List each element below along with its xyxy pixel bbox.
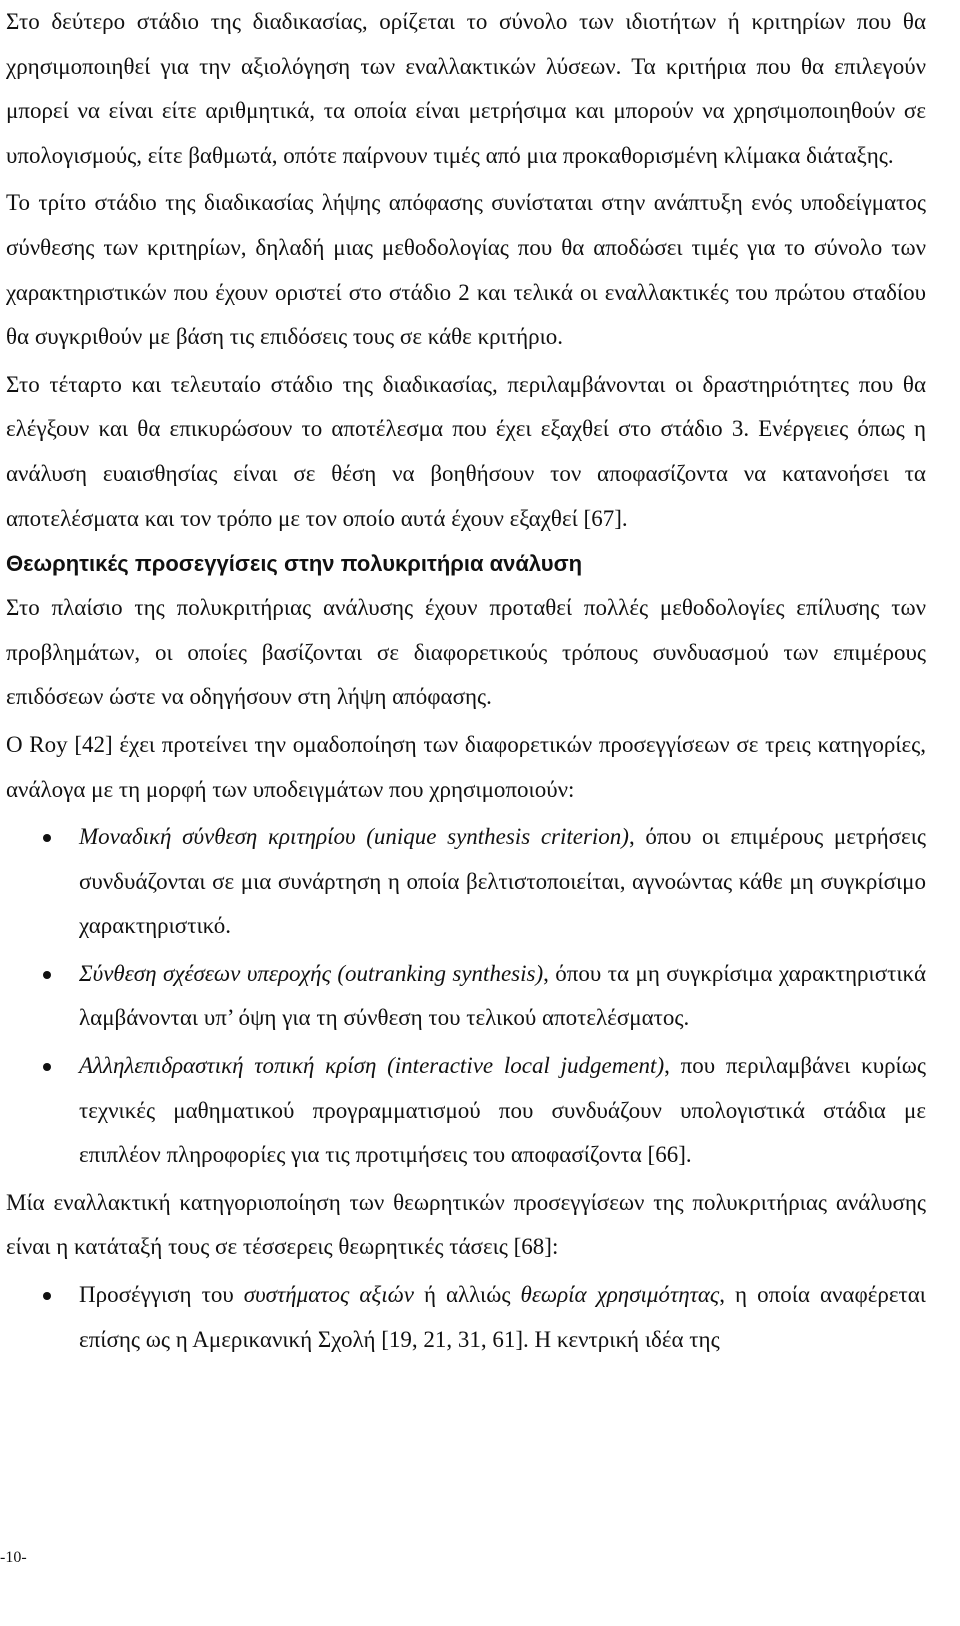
list-item-term: Μοναδική σύνθεση κριτηρίου (unique synthesis criterion) — [79, 824, 629, 850]
paragraph-fourth-stage: Στο τέταρτο και τελευταίο στάδιο της διαδικασίας, περιλαμβάνονται οι δραστηριότητες που θα ελέγξουν και θα επικυρώσουν το αποτέλεσμα που έχει εξαχθεί στο στάδιο 3. Ενέργειες όπως η ανάλυση ευαισθησίας είναι σε θέση να βοηθήσουν τον αποφασίζοντα να κατανοήσει τα αποτελέσματα και τον τρόπο με τον οποίο αυτά έχουν εξαχθεί [67]. — [6, 371, 926, 531]
bullet-icon — [43, 1063, 51, 1071]
bullet-icon — [43, 971, 51, 979]
page-number: -10- — [0, 1549, 27, 1566]
list-item-term: συστήματος αξιών — [243, 1282, 414, 1308]
list-item-term: Αλληλεπιδραστική τοπική κρίση (interactive local judgement) — [79, 1053, 665, 1079]
document-page — [6, 0, 926, 1365]
roy-categories-list — [6, 815, 926, 1178]
list-item — [6, 1273, 926, 1362]
list-item-term: θεωρία χρησιμότητας — [520, 1282, 720, 1308]
paragraph-roy-categories: Ο Roy [42] έχει προτείνει την ομαδοποίηση των διαφορετικών προσεγγίσεων σε τρεις κατηγορίες, ανάλογα με τη μορφή των υποδειγμάτων που χρησιμοποιούν: — [6, 731, 926, 802]
list-item-text: , η οποία αναφέρεται επίσης ως η Αμερικανική Σχολή [19, 21, 31, 61]. Η κεντρική ιδέα της — [79, 1282, 926, 1352]
list-item-term: Σύνθεση σχέσεων υπεροχής (outranking synthesis) — [79, 960, 544, 986]
list-item-text: , που περιλαμβάνει κυρίως τεχνικές μαθηματικού προγραμματισμού που συνδυάζουν υπολογιστικά στάδια με επιπλέον πληροφορίες για τις προτιμήσεις του αποφασίζοντα [66]. — [79, 1053, 926, 1168]
paragraph-four-trends: Μία εναλλακτική κατηγοριοποίηση των θεωρητικών προσεγγίσεων της πολυκριτήριας ανάλυσης είναι η κατάταξή τους σε τέσσερεις θεωρητικές τάσεις [68]: — [6, 1189, 926, 1260]
bullet-icon — [43, 834, 51, 842]
list-item-text: , όπου τα μη συγκρίσιμα χαρακτηριστικά λαμβάνονται υπ’ όψη για τη σύνθεση του τελικού αποτελέσματος. — [79, 960, 926, 1031]
section-heading: Θεωρητικές προσεγγίσεις στην πολυκριτήρια ανάλυση — [6, 551, 583, 577]
list-item-text: ή αλλιώς — [413, 1282, 521, 1308]
theoretical-trends-list — [6, 1273, 926, 1362]
paragraph-third-stage: Το τρίτο στάδιο της διαδικασίας λήψης απόφασης συνίσταται στην ανάπτυξη ενός υποδείγματος σύνθεσης των κριτηρίων, δηλαδή μιας μεθοδολογίας που θα αποδώσει τιμές για το σύνολο των χαρακτηριστικών που έχουν οριστεί στο στάδιο 2 και τελικά οι εναλλακτικές του πρώτου σταδίου θα συγκριθούν με βάση τις επιδόσεις τους σε κάθε κριτήριο. — [6, 190, 926, 350]
list-item-text: , όπου οι επιμέρους μετρήσεις συνδυάζονται σε μια συνάρτηση η οποία βελτιστοποιείται, αγνοώντας κάθε μη συγκρίσιμο χαρακτηριστικό. — [79, 824, 926, 939]
paragraph-methodologies: Στο πλαίσιο της πολυκριτήριας ανάλυσης έχουν προταθεί πολλές μεθοδολογίες επίλυσης των προβλημάτων, οι οποίες βασίζονται σε διαφορετικούς τρόπους συνδυασμού των επιμέρους επιδόσεων ώστε να οδηγήσουν στη λήψη απόφασης. — [6, 595, 926, 710]
list-item — [6, 815, 926, 949]
list-item — [6, 1044, 926, 1178]
list-item — [6, 952, 926, 1041]
paragraph-second-stage: Στο δεύτερο στάδιο της διαδικασίας, ορίζεται το σύνολο των ιδιοτήτων ή κριτηρίων που θα χρησιμοποιηθεί για την αξιολόγηση των εναλλακτικών λύσεων. Τα κριτήρια που θα επιλεγούν μπορεί να είναι είτε αριθμητικά, τα οποία είναι μετρήσιμα και μπορούν να χρησιμοποιηθούν σε υπολογισμούς, είτε βαθμωτά, οπότε παίρνουν τιμές από μια προκαθορισμένη κλίμακα διάταξης. — [6, 9, 926, 168]
bullet-icon — [43, 1292, 51, 1300]
list-item-text: Προσέγγιση του — [79, 1282, 244, 1308]
